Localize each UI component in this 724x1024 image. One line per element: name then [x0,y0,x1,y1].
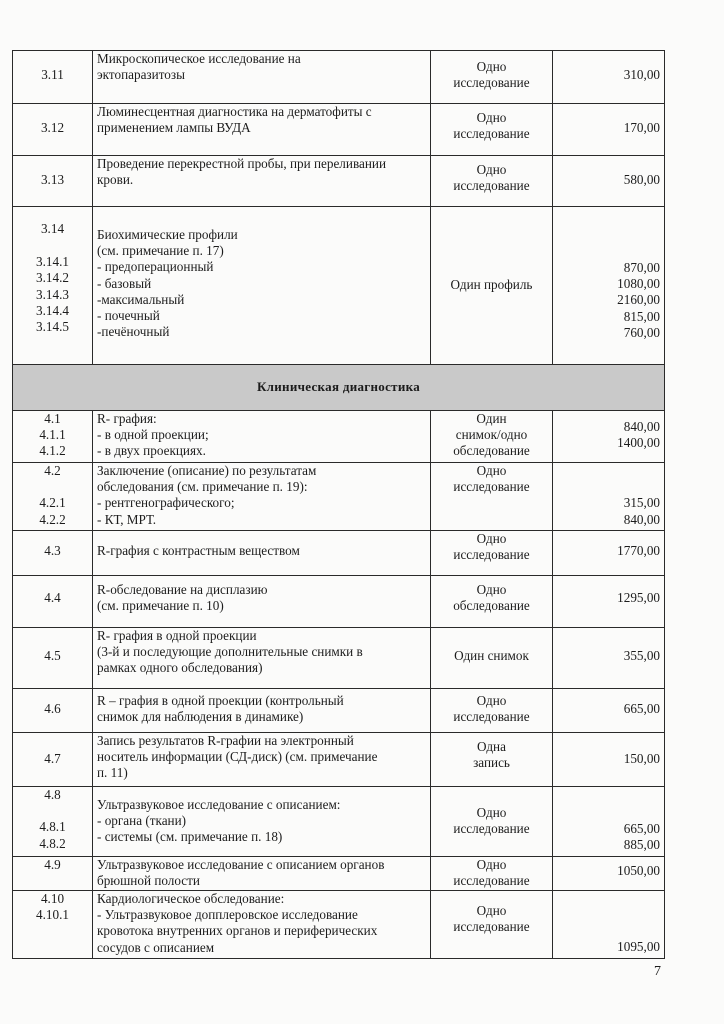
service-name-cell: Ультразвуковое исследование с описанием органов брюшной полости [93,857,431,891]
table-row [13,576,665,628]
code-cell: 3.13 [13,156,93,207]
price-cell: 150,00 [553,733,665,787]
service-name-cell: R-графия с контрастным веществом [93,531,431,576]
price-cell: 665,00 [553,689,665,733]
price-cell: 310,00 [553,51,665,104]
service-name-cell: Заключение (описание) по результатам обследования (см. примечание п. 19): - рентгенографического; - КТ, МРТ. [93,463,431,531]
code-cell: 4.6 [13,689,93,733]
unit-cell: Одна запись [431,733,553,787]
table-row [13,733,665,787]
unit-cell: Одно исследование [431,463,553,531]
table-row [13,207,665,365]
price-cell: 1295,00 [553,576,665,628]
code-cell: 3.14 3.14.1 3.14.2 3.14.3 3.14.4 3.14.5 [13,207,93,365]
unit-cell: Один профиль [431,207,553,365]
unit-cell: Одно исследование [431,51,553,104]
unit-cell: Одно исследование [431,104,553,156]
service-name-cell: Ультразвуковое исследование с описанием: - органа (ткани) - системы (см. примечание п. 18) [93,787,431,857]
table-row [13,857,665,891]
service-name-cell: R-обследование на дисплазию (см. примечание п. 10) [93,576,431,628]
price-cell: 1050,00 [553,857,665,891]
table-row [13,689,665,733]
price-cell: 315,00 840,00 [553,463,665,531]
code-cell: 3.12 [13,104,93,156]
service-name-cell: R- графия: - в одной проекции; - в двух проекциях. [93,411,431,463]
unit-cell: Одно исследование [431,689,553,733]
table-row [13,463,665,531]
service-name-cell: Биохимические профили (см. примечание п. 17) - предоперационный - базовый -максимальный - почечный -печёночный [93,207,431,365]
price-cell: 580,00 [553,156,665,207]
unit-cell: Одно обследование [431,576,553,628]
code-cell: 4.1 4.1.1 4.1.2 [13,411,93,463]
table-row [13,891,665,959]
table-row [13,411,665,463]
service-name-cell: Проведение перекрестной пробы, при переливании крови. [93,156,431,207]
price-cell: 665,00 885,00 [553,787,665,857]
code-cell: 4.8 4.8.1 4.8.2 [13,787,93,857]
code-cell: 4.2 4.2.1 4.2.2 [13,463,93,531]
unit-cell: Один снимок/одно обследование [431,411,553,463]
price-cell: 170,00 [553,104,665,156]
service-name-cell: Микроскопическое исследование на эктопаразитозы [93,51,431,104]
code-cell: 4.5 [13,628,93,689]
unit-cell: Одно исследование [431,531,553,576]
code-cell: 4.10 4.10.1 [13,891,93,959]
unit-cell: Одно исследование [431,891,553,959]
table-row [13,628,665,689]
code-cell: 4.4 [13,576,93,628]
unit-cell: Одно исследование [431,156,553,207]
service-name-cell: Кардиологическое обследование: - Ультразвуковое допплеровское исследование кровотока внутренних органов и периферических сосудов с описанием [93,891,431,959]
price-cell: 840,00 1400,00 [553,411,665,463]
price-table [12,50,665,959]
price-cell: 1770,00 [553,531,665,576]
service-name-cell: Люминесцентная диагностика на дерматофиты с применением лампы ВУДА [93,104,431,156]
price-cell: 1095,00 [553,891,665,959]
page-number: 7 [654,964,661,979]
code-cell: 4.9 [13,857,93,891]
code-cell: 4.7 [13,733,93,787]
code-cell: 3.11 [13,51,93,104]
code-cell: 4.3 [13,531,93,576]
table-row [13,156,665,207]
table-row [13,51,665,104]
table-row [13,531,665,576]
price-cell: 870,00 1080,00 2160,00 815,00 760,00 [553,207,665,365]
service-name-cell: Запись результатов R-графии на электронный носитель информации (СД-диск) (см. примечание п. 11) [93,733,431,787]
service-name-cell: R – графия в одной проекции (контрольный снимок для наблюдения в динамике) [93,689,431,733]
section-title: Клиническая диагностика [13,365,665,411]
table-row [13,787,665,857]
unit-cell: Одно исследование [431,787,553,857]
unit-cell: Один снимок [431,628,553,689]
price-cell: 355,00 [553,628,665,689]
unit-cell: Одно исследование [431,857,553,891]
service-name-cell: R- графия в одной проекции (3-й и последующие дополнительные снимки в рамках одного обследования) [93,628,431,689]
table-row [13,104,665,156]
section-header-row [13,365,665,411]
